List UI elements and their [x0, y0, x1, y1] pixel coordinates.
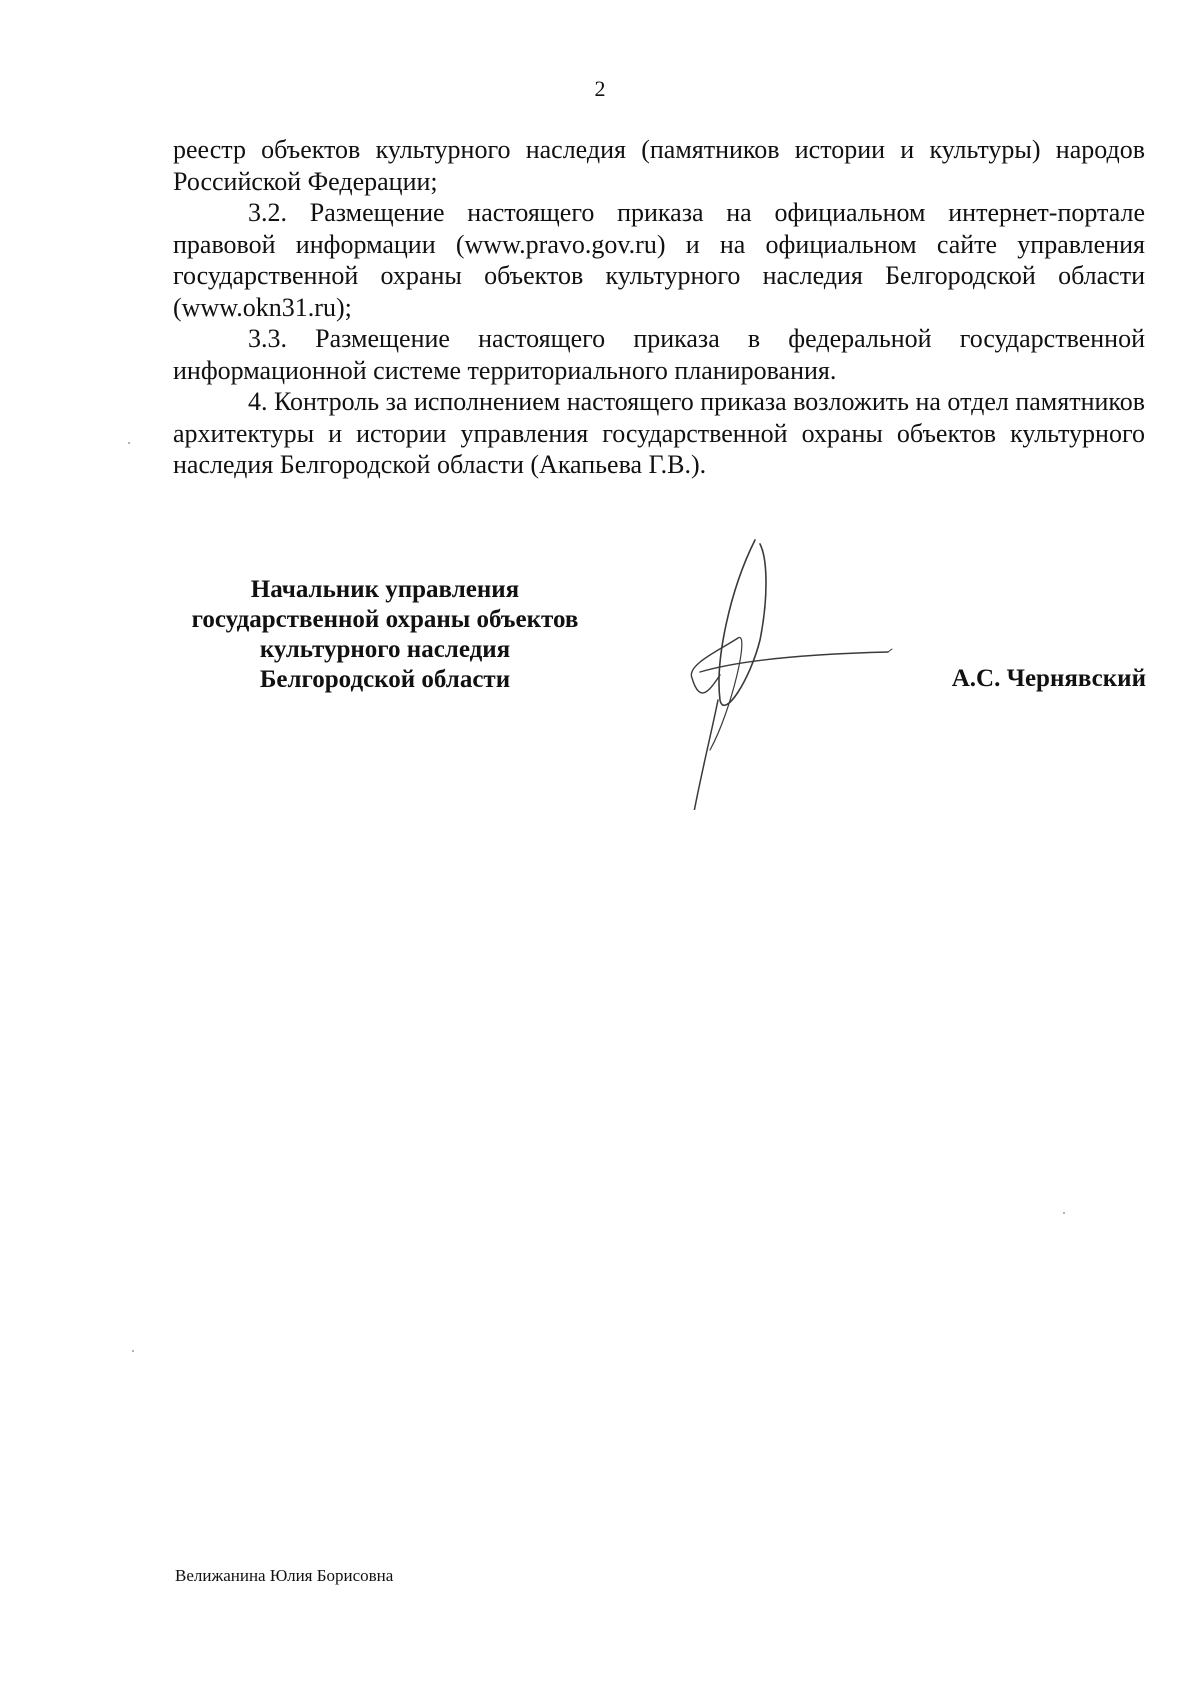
paragraph-item-3-3: 3.3. Размещение настоящего приказа в федеральной государственной информационной системе территориального планирования. — [173, 324, 1145, 385]
paragraph-item-4: 4. Контроль за исполнением настоящего приказа возложить на отдел памятников архитектуры и истории управления государственной охраны объектов культурного наследия Белгородской области (Акапьева Г.В.). — [173, 387, 1145, 479]
position-line: государственной охраны объектов — [191, 606, 579, 633]
paragraph-registry-continuation: реестр объектов культурного наследия (памятников истории и культуры) народов Российской Федерации; — [173, 135, 1145, 196]
position-line: культурного наследия — [259, 636, 511, 663]
position-line: Белгородской области — [259, 666, 511, 693]
executor-name: Велижанина Юлия Борисовна — [175, 1566, 394, 1585]
position-line: Начальник управления — [250, 576, 520, 603]
signatory-position — [175, 575, 595, 695]
scan-speck — [1063, 1212, 1065, 1214]
scan-speck — [128, 442, 130, 444]
handwritten-signature — [660, 530, 900, 810]
signer-name: А.С. Чернявский — [951, 665, 1146, 692]
page-number: 2 — [594, 76, 606, 101]
document-body — [173, 134, 1145, 481]
scan-speck — [132, 1350, 134, 1352]
paragraph-item-3-2: 3.2. Размещение настоящего приказа на официальном интернет-портале правовой информации (www.pravo.gov.ru) и на официальном сайте управления государственной охраны объектов культурного наследия Белгородской области (www.okn31.ru); — [173, 198, 1145, 322]
